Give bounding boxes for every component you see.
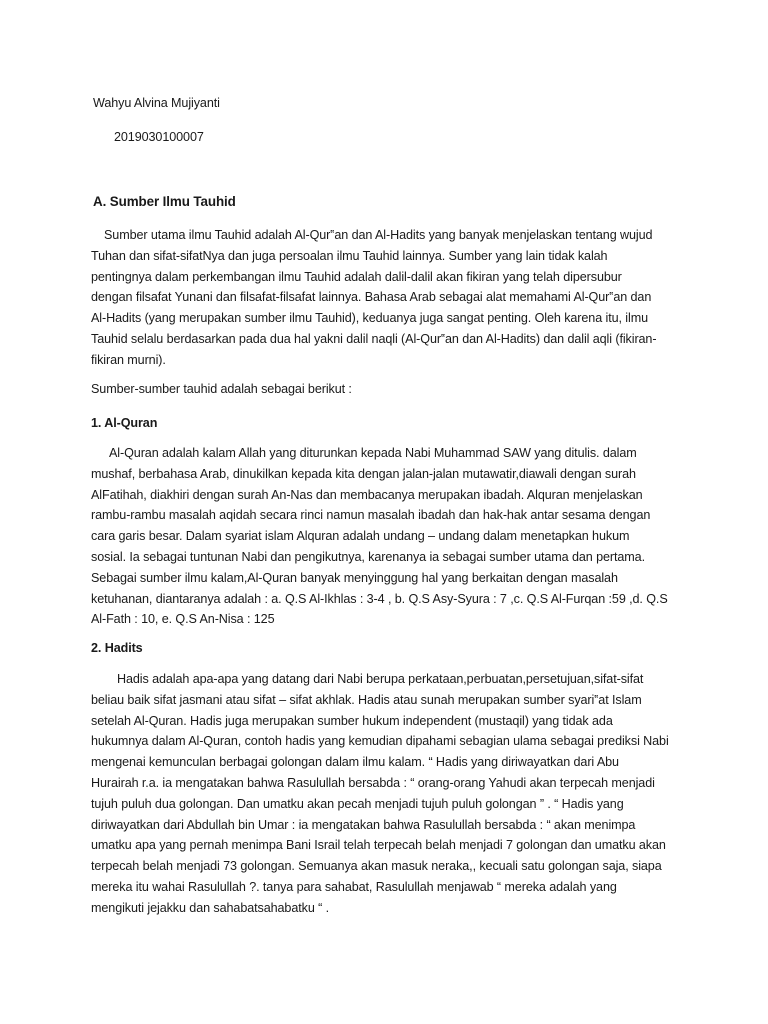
sources-intro: Sumber-sumber tauhid adalah sebagai berikut :: [91, 382, 352, 396]
paragraph-line: Tauhid selalu berdasarkan pada dua hal yakni dalil naqli (Al-Qur‟an dan Al-Hadits) dan dalil aqli (fikiran-: [91, 331, 657, 346]
paragraph-line: sosial. Ia sebagai tuntunan Nabi dan pengikutnya, karenanya ia sebagai sumber utama dan pertama.: [91, 549, 645, 564]
author-name: Wahyu Alvina Mujiyanti: [93, 96, 220, 110]
paragraph-line: setelah Al-Quran. Hadis juga merupakan sumber hukum independent (mustaqil) yang tidak ada: [91, 713, 613, 728]
paragraph-line: mengenai kemunculan berbagai golongan dalam ilmu kalam. “ Hadis yang diriwayatkan dari Abu: [91, 755, 619, 770]
quran-heading: 1. Al-Quran: [91, 416, 158, 430]
paragraph-line: pentingnya dalam perkembangan ilmu Tauhid adalah dalil-dalil akan fikiran yang telah dipersubur: [91, 269, 622, 284]
paragraph-line: Al-Fath : 10, e. Q.S An-Nisa : 125: [91, 612, 275, 627]
hadits-heading: 2. Hadits: [91, 641, 143, 655]
section-a-title: A. Sumber Ilmu Tauhid: [93, 194, 236, 209]
hadits-paragraph: [91, 669, 681, 919]
paragraph-line: fikiran murni).: [91, 352, 166, 367]
paragraph-line: cara garis besar. Dalam syariat islam Alquran adalah undang – undang dalam menetapkan hukum: [91, 529, 630, 544]
paragraph-line: Hadis adalah apa-apa yang datang dari Nabi berupa perkataan,perbuatan,persetujuan,sifat-sifat: [117, 672, 644, 686]
paragraph-line: dengan filsafat Yunani dan filsafat-filsafat lainnya. Bahasa Arab sebagai alat memahami Al-Qur‟an dan: [91, 290, 652, 305]
paragraph-line: umatku apa yang pernah menimpa Bani Israil telah terpecah belah menjadi 7 golongan dan umatku akan: [91, 838, 666, 853]
paragraph-line: terpecah belah menjadi 73 golongan. Semuanya akan masuk neraka,, kecuali satu golongan saja, siapa: [91, 859, 662, 874]
paragraph-line: Al-Quran adalah kalam Allah yang diturunkan kepada Nabi Muhammad SAW yang ditulis. dalam: [109, 446, 637, 460]
paragraph-line: Hurairah r.a. ia mengatakan bahwa Rasulullah bersabda : “ orang-orang Yahudi akan terpecah menjadi: [91, 775, 655, 790]
paragraph-line: hukumnya dalam Al-Quran, contoh hadis yang kemudian dipahami sebagian ulama sebagai prediksi Nabi: [91, 734, 669, 749]
paragraph-line: Sebagai sumber ilmu kalam,Al-Quran banyak menyinggung hal yang berkaitan dengan masalah: [91, 570, 618, 585]
paragraph-line: diriwayatkan dari Abdullah bin Umar : ia mengatakan bahwa Rasulullah bersabda : “ akan menimpa: [91, 817, 636, 832]
paragraph-line: mengikuti jejakku dan sahabatsahabatku “ .: [91, 900, 330, 915]
paragraph-line: AlFatihah, diakhiri dengan surah An-Nas dan membacanya merupakan ibadah. Alquran menjelaskan: [91, 487, 643, 502]
paragraph-line: beliau baik sifat jasmani atau sifat – sifat akhlak. Hadis atau sunah merupakan sumber syari‟at Islam: [91, 692, 642, 707]
student-id: 2019030100007: [114, 130, 204, 144]
paragraph-line: ketuhanan, diantaranya adalah : a. Q.S Al-Ikhlas : 3-4 , b. Q.S Asy-Syura : 7 ,c. Q.S Al-Furqan :59 ,d. Q.S: [91, 591, 668, 606]
paragraph-line: mereka itu wahai Rasulullah ?. tanya para sahabat, Rasulullah menjawab “ mereka adalah yang: [91, 879, 617, 894]
paragraph-line: Sumber utama ilmu Tauhid adalah Al-Qur‟an dan Al-Hadits yang banyak menjelaskan tentang wujud: [104, 228, 653, 242]
paragraph-line: Tuhan dan sifat-sifatNya dan juga persoalan ilmu Tauhid lainnya. Sumber yang lain tidak kalah: [91, 248, 608, 263]
paragraph-line: mushaf, berbahasa Arab, dinukilkan kepada kita dengan jalan-jalan mutawatir,diawali dengan surah: [91, 466, 636, 481]
paragraph-line: rambu-rambu masalah aqidah secara rinci namun masalah ibadah dan hak-hak antar sesama dengan: [91, 508, 651, 523]
quran-paragraph: [91, 443, 681, 630]
paragraph-line: Al-Hadits (yang merupakan sumber ilmu Tauhid), keduanya juga sangat penting. Oleh karena itu, ilmu: [91, 311, 648, 326]
paragraph-line: tujuh puluh dua golongan. Dan umatku akan pecah menjadi tujuh puluh golongan ” . “ Hadis yang: [91, 796, 624, 811]
section-a-paragraph: [91, 225, 681, 371]
